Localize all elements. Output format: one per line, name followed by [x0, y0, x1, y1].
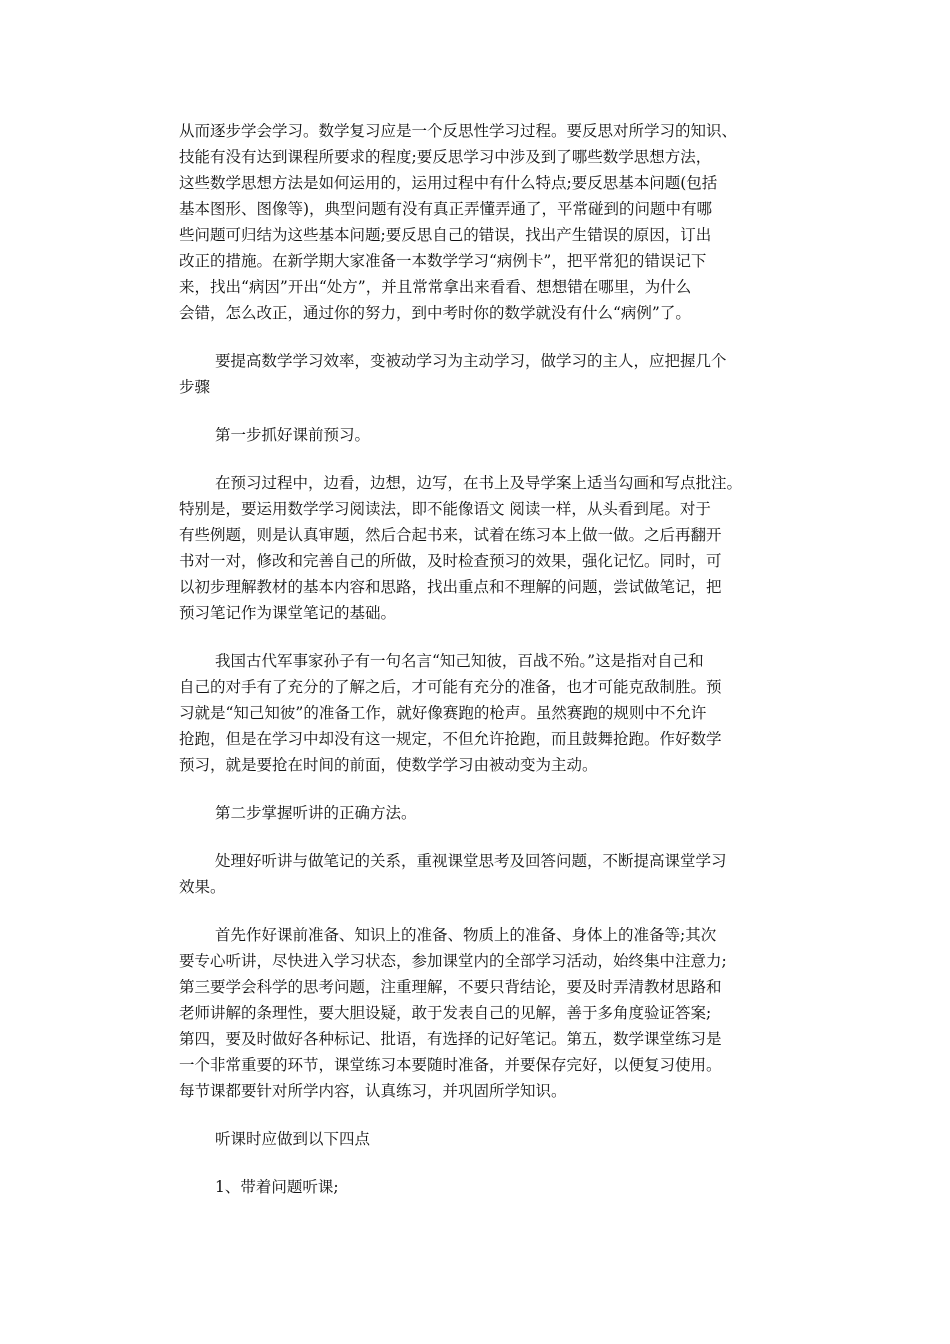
text-line: 些问题可归结为这些基本问题;要反思自己的错误，找出产生错误的原因，订出 — [179, 226, 712, 244]
paragraph-efficiency-intro — [179, 348, 785, 400]
text-line: 第四，要及时做好各种标记、批语，有选择的记好笔记。第五，数学课堂练习是 — [179, 1030, 722, 1048]
text-line: 抢跑，但是在学习中却没有这一规定，不但允许抢跑，而且鼓舞抢跑。作好数学 — [179, 730, 722, 748]
text-line: 技能有没有达到课程所要求的程度;要反思学习中涉及到了哪些数学思想方法， — [179, 148, 712, 166]
text-line: 首先作好课前准备、知识上的准备、物质上的准备、身体上的准备等;其次 — [215, 926, 717, 944]
text-line: 预习，就是要抢在时间的前面，使数学学习由被动变为主动。 — [179, 756, 598, 774]
text-line: 第一步抓好课前预习。 — [215, 426, 371, 444]
text-line: 第三要学会科学的思考问题，注重理解，不要只背结论，要及时弄清教材思路和 — [179, 978, 722, 996]
text-line: 第二步掌握听讲的正确方法。 — [215, 804, 417, 822]
text-line: 老师讲解的条理性，要大胆设疑，敢于发表自己的见解，善于多角度验证答案; — [179, 1004, 712, 1022]
text-line: 一个非常重要的环节，课堂练习本要随时准备，并要保存完好，以便复习使用。 — [179, 1056, 722, 1074]
text-line: 要专心听讲，尽快进入学习状态，参加课堂内的全部学习活动，始终集中注意力; — [179, 952, 727, 970]
text-line: 每节课都要针对所学内容，认真练习，并巩固所学知识。 — [179, 1082, 567, 1100]
text-line: 1、带着问题听课; — [215, 1178, 339, 1196]
text-line: 处理好听讲与做笔记的关系，重视课堂思考及回答问题，不断提高课堂学习 — [215, 852, 727, 870]
text-line: 从而逐步学会学习。数学复习应是一个反思性学习过程。要反思对所学习的知识、 — [179, 122, 738, 140]
heading-four-points — [179, 1126, 785, 1152]
text-line: 听课时应做到以下四点 — [215, 1130, 371, 1148]
paragraph-class-preparation — [179, 922, 785, 1104]
paragraph-preview-process — [179, 470, 785, 626]
text-line: 预习笔记作为课堂笔记的基础。 — [179, 604, 397, 622]
text-line: 这些数学思想方法是如何运用的，运用过程中有什么特点;要反思基本问题(包括 — [179, 174, 718, 192]
text-line: 基本图形、图像等)，典型问题有没有真正弄懂弄通了，平常碰到的问题中有哪 — [179, 200, 713, 218]
text-line: 我国古代军事家孙子有一句名言“知己知彼，百战不殆。”这是指对自己和 — [215, 652, 704, 670]
text-line: 自己的对手有了充分的了解之后，才可能有充分的准备，也才可能克敌制胜。预 — [179, 678, 722, 696]
paragraph-review-reflection — [179, 118, 785, 326]
text-line: 会错，怎么改正，通过你的努力，到中考时你的数学就没有什么“病例”了。 — [179, 304, 691, 322]
paragraph-listening-notes — [179, 848, 785, 900]
text-line: 效果。 — [179, 878, 226, 896]
text-line: 要提高数学学习效率，变被动学习为主动学习，做学习的主人，应把握几个 — [215, 352, 727, 370]
text-line: 改正的措施。在新学期大家准备一本数学学习“病例卡”，把平常犯的错误记下 — [179, 252, 707, 270]
text-line: 步骤 — [179, 378, 211, 396]
heading-step-two — [179, 800, 785, 826]
paragraph-sunzi-quote — [179, 648, 785, 778]
text-line: 以初步理解教材的基本内容和思路，找出重点和不理解的问题，尝试做笔记，把 — [179, 578, 722, 596]
document-page — [179, 118, 785, 1222]
text-line: 书对一对，修改和完善自己的所做，及时检查预习的效果，强化记忆。同时，可 — [179, 552, 722, 570]
text-line: 有些例题，则是认真审题，然后合起书来，试着在练习本上做一做。之后再翻开 — [179, 526, 722, 544]
text-line: 在预习过程中，边看，边想，边写，在书上及导学案上适当勾画和写点批注。 — [215, 474, 743, 492]
text-line: 特别是，要运用数学学习阅读法，即不能像语文 阅读一样，从头看到尾。对于 — [179, 500, 711, 518]
text-line: 习就是“知己知彼”的准备工作，就好像赛跑的枪声。虽然赛跑的规则中不允许 — [179, 704, 707, 722]
list-item-first-point — [179, 1174, 785, 1200]
text-line: 来，找出“病因”开出“处方”，并且常常拿出来看看、想想错在哪里，为什么 — [179, 278, 692, 296]
heading-step-one — [179, 422, 785, 448]
